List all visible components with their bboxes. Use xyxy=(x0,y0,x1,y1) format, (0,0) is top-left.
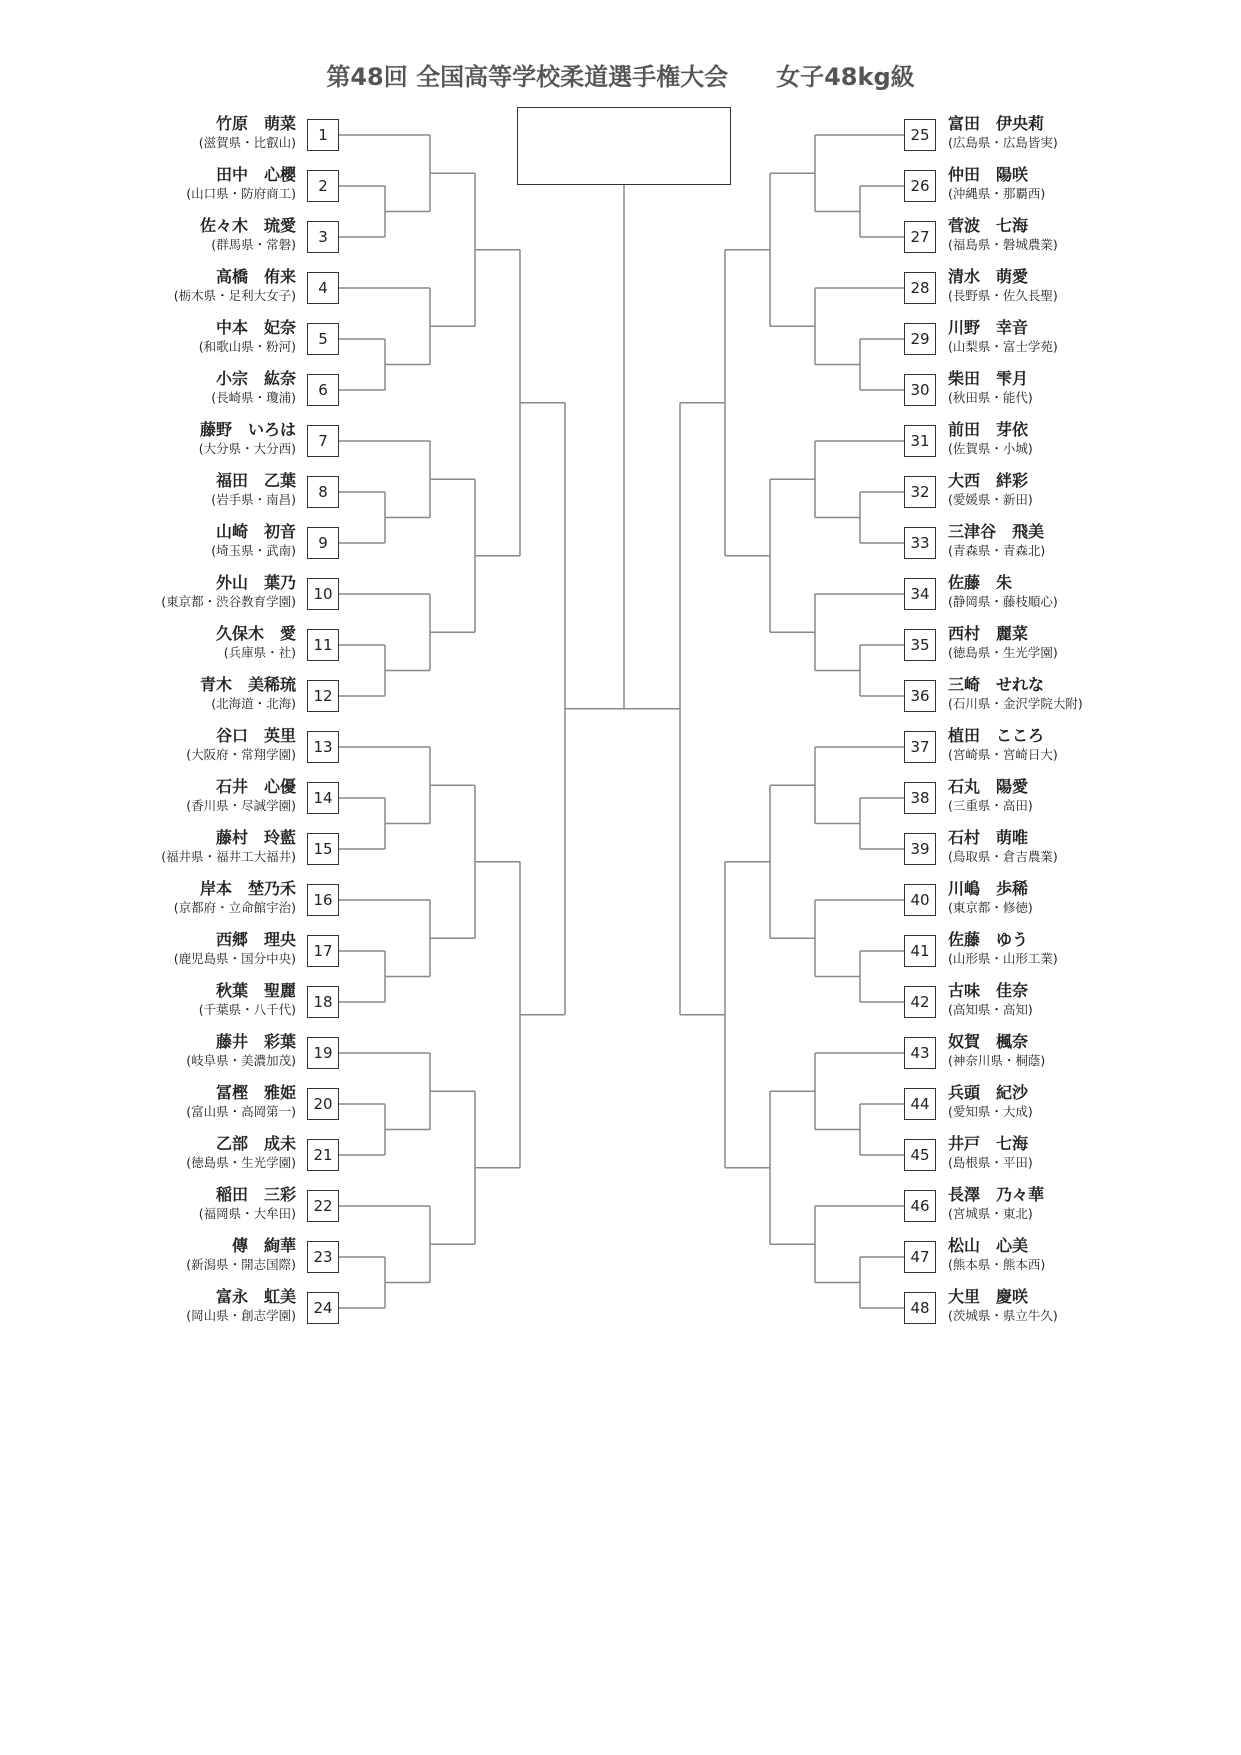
player-school: (岐阜県・美濃加茂) xyxy=(186,1053,296,1068)
player-entry xyxy=(96,421,296,456)
player-school: (兵庫県・社) xyxy=(223,645,296,660)
player-entry xyxy=(96,727,296,762)
player-school: (山口県・防府商工) xyxy=(186,186,296,201)
player-entry xyxy=(948,778,1148,813)
player-entry xyxy=(96,625,296,660)
player-school: (広島県・広島皆実) xyxy=(948,135,1058,150)
player-entry xyxy=(96,829,296,864)
player-name: 清水 萌愛 xyxy=(948,267,1029,286)
player-school: (北海道・北海) xyxy=(211,696,296,711)
player-name: 石村 萌唯 xyxy=(948,828,1029,847)
seed-box: 21 xyxy=(307,1139,339,1171)
player-entry xyxy=(96,472,296,507)
player-name: 竹原 萌菜 xyxy=(215,114,296,133)
player-school: (沖縄県・那覇西) xyxy=(948,186,1046,201)
player-name: 長澤 乃々華 xyxy=(948,1185,1045,1204)
player-school: (香川県・尽誠学園) xyxy=(186,798,296,813)
player-name: 秋葉 聖麗 xyxy=(215,981,296,1000)
player-entry xyxy=(96,574,296,609)
seed-box: 20 xyxy=(307,1088,339,1120)
player-school: (群馬県・常磐) xyxy=(211,237,296,252)
player-name: 富永 虹美 xyxy=(215,1287,296,1306)
player-name: 三崎 せれな xyxy=(948,675,1045,694)
seed-box: 31 xyxy=(904,425,936,457)
player-name: 中本 妃奈 xyxy=(215,318,296,337)
player-name: 岸本 埜乃禾 xyxy=(199,879,296,898)
seed-box: 3 xyxy=(307,221,339,253)
seed-box: 33 xyxy=(904,527,936,559)
seed-box: 15 xyxy=(307,833,339,865)
seed-box: 27 xyxy=(904,221,936,253)
winner-box xyxy=(517,107,731,185)
player-name: 稲田 三彩 xyxy=(215,1185,296,1204)
seed-box: 1 xyxy=(307,119,339,151)
player-school: (宮城県・東北) xyxy=(948,1206,1033,1221)
player-name: 松山 心美 xyxy=(948,1236,1029,1255)
seed-box: 32 xyxy=(904,476,936,508)
seed-box: 5 xyxy=(307,323,339,355)
seed-box: 37 xyxy=(904,731,936,763)
player-entry xyxy=(948,166,1148,201)
player-entry xyxy=(948,1237,1148,1272)
seed-box: 8 xyxy=(307,476,339,508)
seed-box: 11 xyxy=(307,629,339,661)
player-entry xyxy=(948,1288,1148,1323)
player-entry xyxy=(948,421,1148,456)
player-name: 石丸 陽愛 xyxy=(948,777,1029,796)
player-school: (長野県・佐久長聖) xyxy=(948,288,1058,303)
player-school: (徳島県・生光学園) xyxy=(948,645,1058,660)
player-name: 仲田 陽咲 xyxy=(948,165,1029,184)
player-entry xyxy=(948,1135,1148,1170)
seed-box: 12 xyxy=(307,680,339,712)
player-school: (和歌山県・粉河) xyxy=(198,339,296,354)
player-school: (東京都・渋谷教育学園) xyxy=(161,594,296,609)
player-school: (山形県・山形工業) xyxy=(948,951,1058,966)
player-name: 佐々木 琉愛 xyxy=(199,216,296,235)
player-name: 大里 慶咲 xyxy=(948,1287,1029,1306)
seed-box: 19 xyxy=(307,1037,339,1069)
seed-box: 29 xyxy=(904,323,936,355)
player-name: 西郷 理央 xyxy=(215,930,296,949)
seed-box: 44 xyxy=(904,1088,936,1120)
player-school: (岡山県・創志学園) xyxy=(186,1308,296,1323)
seed-box: 7 xyxy=(307,425,339,457)
player-school: (愛知県・大成) xyxy=(948,1104,1033,1119)
player-school: (福島県・磐城農業) xyxy=(948,237,1058,252)
player-name: 乙部 成未 xyxy=(215,1134,296,1153)
seed-box: 4 xyxy=(307,272,339,304)
player-school: (高知県・高知) xyxy=(948,1002,1033,1017)
seed-box: 35 xyxy=(904,629,936,661)
player-school: (熊本県・熊本西) xyxy=(948,1257,1046,1272)
player-name: 川嶋 歩稀 xyxy=(948,879,1029,898)
player-school: (滋賀県・比叡山) xyxy=(198,135,296,150)
seed-box: 36 xyxy=(904,680,936,712)
player-entry xyxy=(96,268,296,303)
player-school: (神奈川県・桐蔭) xyxy=(948,1053,1046,1068)
player-entry xyxy=(96,217,296,252)
player-name: 大西 絆彩 xyxy=(948,471,1029,490)
player-school: (岩手県・南昌) xyxy=(211,492,296,507)
player-name: 谷口 英里 xyxy=(215,726,296,745)
player-entry xyxy=(948,982,1148,1017)
player-name: 冨樫 雅姫 xyxy=(215,1083,296,1102)
player-entry xyxy=(948,217,1148,252)
player-name: 川野 幸音 xyxy=(948,318,1029,337)
seed-box: 39 xyxy=(904,833,936,865)
player-school: (千葉県・八千代) xyxy=(198,1002,296,1017)
player-school: (島根県・平田) xyxy=(948,1155,1033,1170)
player-entry xyxy=(96,1186,296,1221)
player-name: 佐藤 朱 xyxy=(948,573,1013,592)
player-name: 奴賀 楓奈 xyxy=(948,1032,1029,1051)
player-entry xyxy=(96,1135,296,1170)
player-entry xyxy=(948,1186,1148,1221)
player-entry xyxy=(96,982,296,1017)
player-name: 富田 伊央莉 xyxy=(948,114,1045,133)
player-entry xyxy=(96,523,296,558)
seed-box: 28 xyxy=(904,272,936,304)
player-name: 高橋 侑来 xyxy=(215,267,296,286)
player-school: (長崎県・瓊浦) xyxy=(211,390,296,405)
player-school: (栃木県・足利大女子) xyxy=(173,288,296,303)
seed-box: 2 xyxy=(307,170,339,202)
player-name: 藤野 いろは xyxy=(199,420,296,439)
player-entry xyxy=(948,574,1148,609)
player-entry xyxy=(948,472,1148,507)
player-school: (佐賀県・小城) xyxy=(948,441,1033,456)
player-school: (東京都・修徳) xyxy=(948,900,1033,915)
player-school: (新潟県・開志国際) xyxy=(186,1257,296,1272)
player-school: (秋田県・能代) xyxy=(948,390,1033,405)
player-name: 田中 心櫻 xyxy=(215,165,296,184)
player-name: 山崎 初音 xyxy=(215,522,296,541)
player-school: (静岡県・藤枝順心) xyxy=(948,594,1058,609)
seed-box: 9 xyxy=(307,527,339,559)
player-entry xyxy=(948,115,1148,150)
seed-box: 43 xyxy=(904,1037,936,1069)
seed-box: 22 xyxy=(307,1190,339,1222)
player-name: 藤井 彩葉 xyxy=(215,1032,296,1051)
player-name: 菅波 七海 xyxy=(948,216,1029,235)
player-school: (福岡県・大牟田) xyxy=(198,1206,296,1221)
player-school: (愛媛県・新田) xyxy=(948,492,1033,507)
player-school: (京都府・立命館宇治) xyxy=(173,900,296,915)
player-entry xyxy=(948,370,1148,405)
player-entry xyxy=(96,931,296,966)
player-school: (大阪府・常翔学園) xyxy=(186,747,296,762)
player-name: 傳 絢華 xyxy=(231,1236,296,1255)
player-name: 小宗 紘奈 xyxy=(215,369,296,388)
player-school: (鹿児島県・国分中央) xyxy=(173,951,296,966)
player-name: 古味 佳奈 xyxy=(948,981,1029,1000)
seed-box: 6 xyxy=(307,374,339,406)
player-name: 藤村 玲藍 xyxy=(215,828,296,847)
player-entry xyxy=(948,829,1148,864)
seed-box: 48 xyxy=(904,1292,936,1324)
player-entry xyxy=(96,166,296,201)
seed-box: 42 xyxy=(904,986,936,1018)
player-entry xyxy=(948,1084,1148,1119)
seed-box: 40 xyxy=(904,884,936,916)
player-entry xyxy=(948,523,1148,558)
seed-box: 18 xyxy=(307,986,339,1018)
player-entry xyxy=(96,778,296,813)
player-entry xyxy=(948,880,1148,915)
player-school: (山梨県・富士学苑) xyxy=(948,339,1058,354)
player-name: 佐藤 ゆう xyxy=(948,930,1029,949)
player-entry xyxy=(948,727,1148,762)
player-name: 前田 芽依 xyxy=(948,420,1029,439)
player-name: 三津谷 飛美 xyxy=(948,522,1045,541)
player-entry xyxy=(96,319,296,354)
player-entry xyxy=(948,319,1148,354)
player-entry xyxy=(948,931,1148,966)
player-entry xyxy=(96,1288,296,1323)
player-school: (青森県・青森北) xyxy=(948,543,1046,558)
player-name: 西村 麗菜 xyxy=(948,624,1029,643)
seed-box: 45 xyxy=(904,1139,936,1171)
player-entry xyxy=(96,115,296,150)
player-entry xyxy=(948,625,1148,660)
player-school: (福井県・福井工大福井) xyxy=(161,849,296,864)
player-name: 福田 乙葉 xyxy=(215,471,296,490)
seed-box: 17 xyxy=(307,935,339,967)
page-title: 第48回 全国高等学校柔道選手権大会 女子48kg級 xyxy=(326,63,915,91)
seed-box: 25 xyxy=(904,119,936,151)
player-school: (宮崎県・宮崎日大) xyxy=(948,747,1058,762)
player-entry xyxy=(96,1084,296,1119)
player-entry xyxy=(96,1033,296,1068)
seed-box: 10 xyxy=(307,578,339,610)
seed-box: 41 xyxy=(904,935,936,967)
seed-box: 30 xyxy=(904,374,936,406)
seed-box: 47 xyxy=(904,1241,936,1273)
player-entry xyxy=(948,1033,1148,1068)
player-entry xyxy=(948,268,1148,303)
player-school: (三重県・高田) xyxy=(948,798,1033,813)
seed-box: 34 xyxy=(904,578,936,610)
seed-box: 46 xyxy=(904,1190,936,1222)
player-name: 青木 美稀琉 xyxy=(199,675,296,694)
seed-box: 38 xyxy=(904,782,936,814)
player-entry xyxy=(96,880,296,915)
seed-box: 24 xyxy=(307,1292,339,1324)
player-school: (大分県・大分西) xyxy=(198,441,296,456)
player-entry xyxy=(96,676,296,711)
seed-box: 23 xyxy=(307,1241,339,1273)
seed-box: 13 xyxy=(307,731,339,763)
player-school: (石川県・金沢学院大附) xyxy=(948,696,1083,711)
player-name: 兵頭 紀沙 xyxy=(948,1083,1029,1102)
player-school: (茨城県・県立牛久) xyxy=(948,1308,1058,1323)
player-name: 柴田 雫月 xyxy=(948,369,1029,388)
player-school: (富山県・高岡第一) xyxy=(186,1104,296,1119)
player-name: 外山 葉乃 xyxy=(215,573,296,592)
player-name: 植田 こころ xyxy=(948,726,1045,745)
player-school: (鳥取県・倉吉農業) xyxy=(948,849,1058,864)
player-name: 久保木 愛 xyxy=(215,624,296,643)
player-school: (埼玉県・武南) xyxy=(211,543,296,558)
seed-box: 16 xyxy=(307,884,339,916)
seed-box: 26 xyxy=(904,170,936,202)
player-entry xyxy=(948,676,1148,711)
player-school: (徳島県・生光学園) xyxy=(186,1155,296,1170)
player-entry xyxy=(96,370,296,405)
player-entry xyxy=(96,1237,296,1272)
player-name: 石井 心優 xyxy=(215,777,296,796)
seed-box: 14 xyxy=(307,782,339,814)
player-name: 井戸 七海 xyxy=(948,1134,1029,1153)
